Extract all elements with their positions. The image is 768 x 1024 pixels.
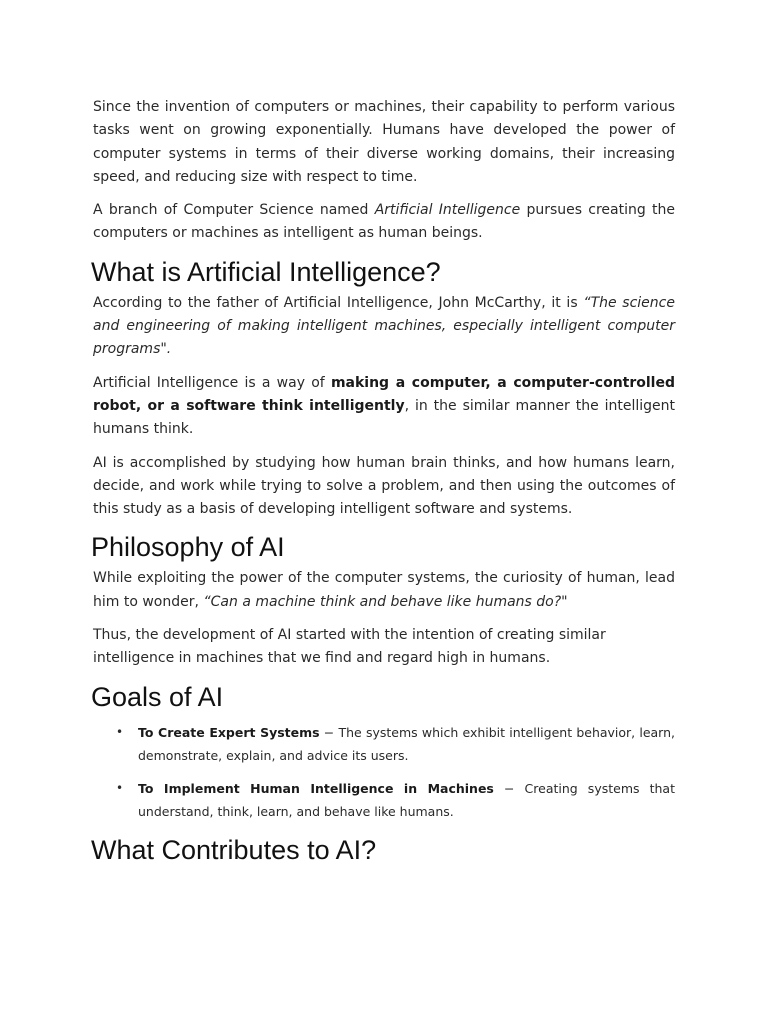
bullet-icon: •	[116, 780, 124, 795]
philosophy-paragraph-1	[93, 567, 675, 614]
bullet-icon: •	[116, 724, 124, 739]
definition-lead: According to the father of Artificial Intelligence, John McCarthy, it is	[93, 294, 584, 311]
heading-contributes: What Contributes to AI?	[91, 834, 377, 865]
heading-goals: Goals of AI	[91, 681, 224, 712]
intro-paragraph-1: Since the invention of computers or machines, their capability to perform various tasks went on growing exponentially. Humans have developed the power of computer systems in terms of their diverse working domains, their increasing speed, and reducing size with respect to time.	[93, 99, 675, 185]
intro-text-end: pursues creating the computers or machines as intelligent as human beings.	[93, 202, 675, 242]
what-is-ai-paragraph-2	[93, 372, 675, 442]
philosophy-lead: While exploiting the power of the computer systems, the curiosity of human, lead him to wonder,	[93, 570, 675, 610]
way-bold: making a computer, a computer-controlled robot, or a software think intelligently	[93, 374, 675, 414]
way-end: , in the similar manner the intelligent humans think.	[93, 397, 676, 438]
philosophy-paragraph-2: Thus, the development of AI started with the intention of creating similar intelligence in machines that we find and regard high in humans.	[93, 627, 606, 667]
article-body	[93, 96, 675, 870]
goal-text: − Creating systems that understand, think, learn, and behave like humans.	[138, 780, 675, 820]
what-is-ai-paragraph-3: AI is accomplished by studying how human brain thinks, and how humans learn, decide, and work while trying to solve a problem, and then using the outcomes of this study as a basis of developing intelligent software and systems.	[93, 454, 675, 518]
goal-title: To Create Expert Systems	[138, 724, 320, 740]
intro-paragraph-2	[93, 199, 675, 246]
what-is-ai-paragraph-1	[93, 292, 675, 362]
intro-text: A branch of Computer Science named	[93, 202, 375, 219]
intro-emphasis: Artificial Intelligence	[374, 202, 521, 219]
list-item	[93, 777, 675, 824]
philosophy-quote: “Can a machine think and behave like humans do?"	[203, 593, 568, 610]
goals-list	[93, 721, 675, 824]
way-lead: Artificial Intelligence is a way of	[93, 374, 331, 391]
goal-title: To Implement Human Intelligence in Machines	[138, 780, 494, 796]
heading-philosophy: Philosophy of AI	[91, 532, 285, 563]
list-item	[93, 721, 675, 768]
heading-what-is-ai: What is Artificial Intelligence?	[91, 256, 441, 287]
goal-text: − The systems which exhibit intelligent behavior, learn, demonstrate, explain, and advice its users.	[138, 724, 675, 764]
mccarthy-quote: “The science and engineering of making intelligent machines, especially intelligent computer programs".	[93, 294, 675, 358]
